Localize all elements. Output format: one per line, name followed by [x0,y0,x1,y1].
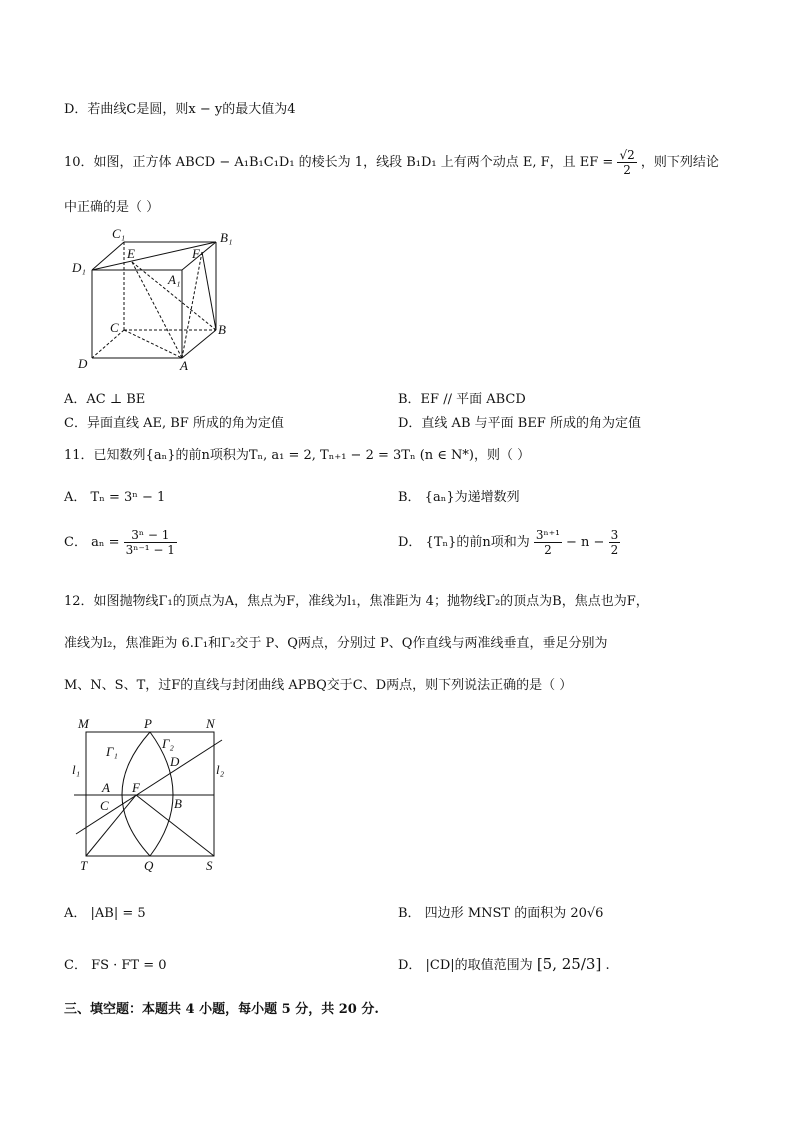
fraction-numerator: 3 [610,528,619,542]
q10-option-d: D．直线 AB 与平面 BEF 所成的角为定值 [398,416,641,431]
option-c-label: C． aₙ = [64,535,120,550]
q11-option-b: B． {aₙ}为递增数列 [398,490,520,505]
q11-option-c [64,528,177,557]
label-gamma2: Γ₂ [162,736,174,751]
label-a: A [180,358,188,372]
edge-ab [182,330,216,358]
label-f: F [192,246,200,261]
q12-option-b: B． 四边形 MNST 的面积为 20√6 [398,906,604,921]
q10-option-b: B．EF // 平面 ABCD [398,392,526,407]
fraction-numerator: 3ⁿ⁺¹ [535,528,560,542]
fraction-denominator: 2 [544,543,552,557]
option-d-label: D． {Tₙ}的前n项和为 [398,535,530,550]
q12-stem-line2: 准线为l₂，焦准距为 6.Γ₁和Γ₂交于 P、Q两点，分别过 P、Q作直线与两准线垂直，垂足分别为 [64,636,608,651]
q10-stem-line2: 中正确的是（ ） [64,200,160,215]
label-c: C [100,798,109,813]
q10-stem-pre: 10．如图，正方体 ABCD − A₁B₁C₁D₁ 的棱长为 1，线段 B₁D₁ 上有两个动点 E, F，且 EF = [64,155,614,170]
q12-option-a: A． |AB| = 5 [64,906,146,921]
edge-c1d1 [92,242,124,270]
label-c: C [110,320,119,335]
q10-stem-post: ，则下列结论 [640,155,719,170]
option-d-label: D． |CD|的取值范围为 [398,958,533,973]
q11-option-d [398,528,620,557]
label-m: M [78,716,89,731]
segment-fb [202,252,216,330]
fraction-denominator: 2 [623,163,631,177]
edge-cd [92,330,124,358]
label-b: B [174,796,182,811]
q10-ef-fraction [617,148,636,177]
label-d: D [78,356,88,371]
q12-option-c: C． FS · FT = 0 [64,958,167,973]
label-a1: A₁ [168,272,181,287]
cube-figure [64,222,244,372]
label-d1: D₁ [72,260,86,275]
q12-stem-line3: M、N、S、T，过F的直线与封闭曲线 APBQ交于C、D两点，则下列说法正确的是（ ） [64,678,573,693]
label-l1: l₁ [72,762,81,777]
fraction-denominator: 2 [610,543,619,557]
label-b1: B₁ [220,230,233,245]
label-p: P [144,716,152,731]
option-d-interval: [5, 25/3] [536,955,602,973]
parabola-figure [64,712,244,877]
label-a: A [102,780,110,795]
section3-title: 三、填空题：本题共 4 小题，每小题 5 分，共 20 分. [64,1002,379,1017]
label-gamma1: Γ₁ [106,744,118,759]
label-s: S [206,858,213,873]
q11-stem: 11．已知数列{aₙ}的前n项积为Tₙ, a₁ = 2, Tₙ₊₁ − 2 = 3Tₙ (n ∈ N*)，则（ ） [64,448,531,463]
q12-option-d [398,954,610,973]
fraction-numerator: √2 [619,148,635,162]
q10-option-c: C．异面直线 AE, BF 所成的角为定值 [64,416,284,431]
label-c1: C₁ [112,226,126,241]
label-d: D [170,754,180,769]
fraction-numerator: 3ⁿ − 1 [124,528,177,543]
label-f: F [132,780,140,795]
label-n: N [206,716,215,731]
q11-option-a: A． Tₙ = 3ⁿ − 1 [64,490,166,505]
label-b: B [218,322,226,337]
option-d-period: . [605,958,610,973]
q11-option-d-fraction1 [534,528,562,557]
line-cd [76,740,222,834]
edge-ca [124,330,182,358]
q11-option-d-fraction2 [609,528,621,557]
label-t: T [80,858,88,873]
q10-option-a: A．AC ⊥ BE [64,392,146,407]
label-e: E [127,246,135,261]
q11-option-c-fraction [124,528,177,557]
fraction-denominator: 3ⁿ⁻¹ − 1 [125,543,175,557]
q10-stem-line1 [64,148,719,177]
label-q: Q [144,858,154,873]
option-d-middle: − n − [566,535,605,550]
q12-stem-line1: 12．如图抛物线Γ₁的顶点为A，焦点为F，准线为l₁，焦准距为 4；抛物线Γ₂的顶点为B，焦点也为F， [64,594,649,609]
q9-option-d: D．若曲线C是圆，则x − y的最大值为4 [64,102,296,117]
label-l2: l₂ [216,762,225,777]
